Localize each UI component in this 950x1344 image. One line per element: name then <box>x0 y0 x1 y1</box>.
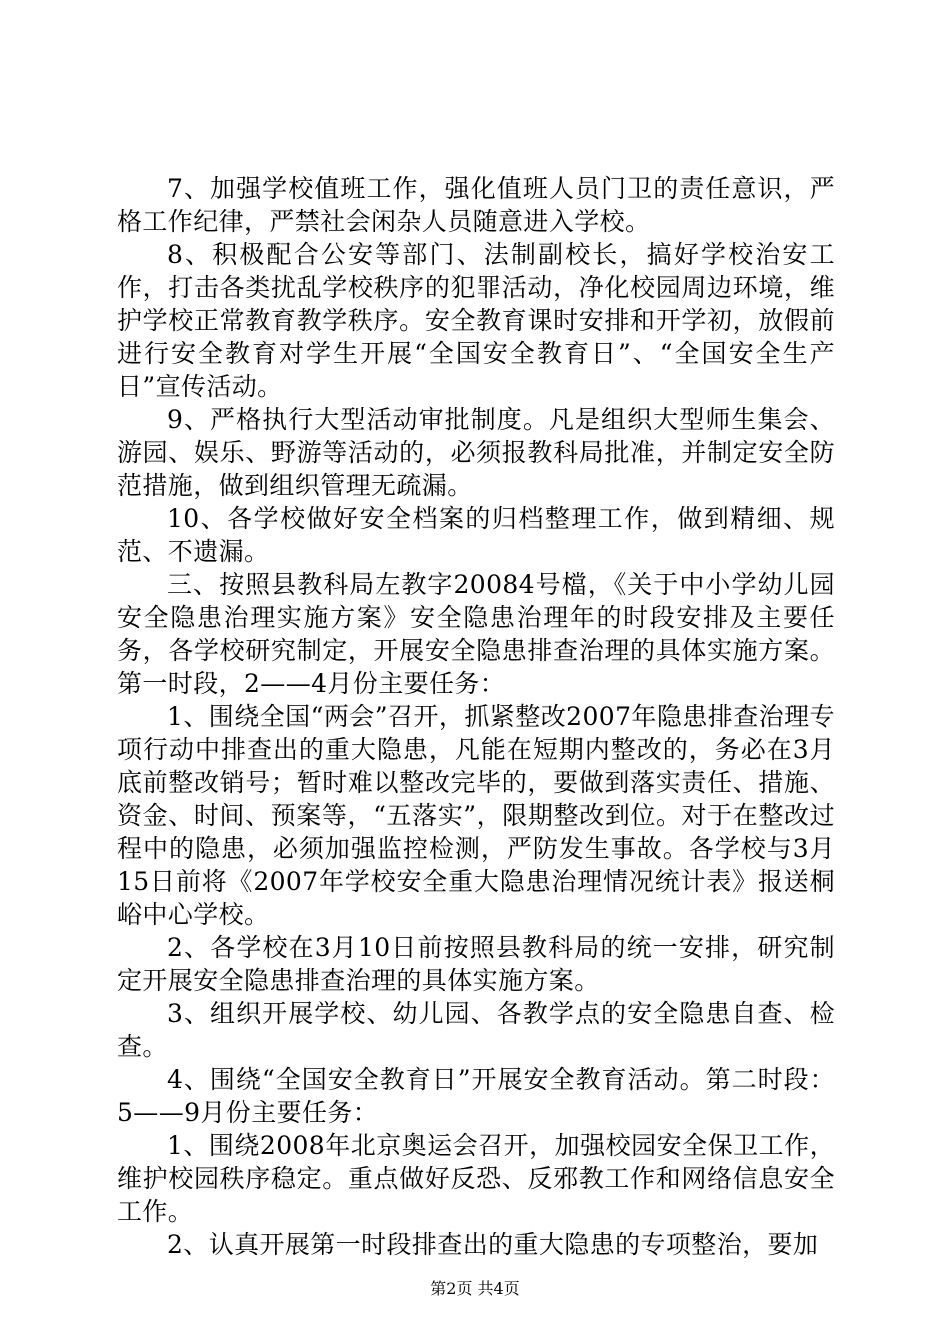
paragraph-phase2-item-2: 2、认真开展第一时段排查出的重大隐患的专项整治，要加 <box>167 1230 819 1259</box>
paragraph-8: 8、积极配合公安等部门、法制副校长，搞好学校治安工作，打击各类扰乱学校秩序的犯罪活动，净化校园周边环境，维护学校正常教育教学秩序。安全教育课时安排和开学初，放假前进行安全教育对学生开展“全国安全教育日”、“全国安全生产日”宣传活动。 <box>117 240 835 401</box>
paragraph-9: 9、严格执行大型活动审批制度。凡是组织大型师生集会、游园、娱乐、野游等活动的，必须报教科局批准，并制定安全防范措施，做到组织管理无疏漏。 <box>117 405 835 500</box>
paragraph-phase1-item-4: 4、围绕“全国安全教育日”开展安全教育活动。第二时段：5——9月份主要任务： <box>117 1065 835 1127</box>
document-body <box>117 172 835 1261</box>
paragraph-phase1-item-1: 1、围绕全国“两会”召开，抓紧整改2007年隐患排查治理专项行动中排查出的重大隐患，凡能在短期内整改的，务必在3月底前整改销号；暂时难以整改完毕的，要做到落实责任、措施、资金、时间、预案等，“五落实”，限期整改到位。对于在整改过程中的隐患，必须加强监控检测，严防发生事故。各学校与3月15日前将《2007年学校安全重大隐患治理情况统计表》报送桐峪中心学校。 <box>117 702 835 929</box>
paragraph-phase2-item-1: 1、围绕2008年北京奥运会召开，加强校园安全保卫工作，维护校园秩序稳定。重点做好反恐、反邪教工作和网络信息安全工作。 <box>117 1131 835 1226</box>
page-number-footer: 第2页 共4页 <box>430 1279 520 1298</box>
paragraph-phase1-item-2: 2、各学校在3月10日前按照县教科局的统一安排，研究制定开展安全隐患排查治理的具体实施方案。 <box>117 933 835 995</box>
paragraph-7: 7、加强学校值班工作，强化值班人员门卫的责任意识，严格工作纪律，严禁社会闲杂人员随意进入学校。 <box>117 174 835 236</box>
paragraph-section-3: 三、按照县教科局左教字20084号檔，《关于中小学幼儿园安全隐患治理实施方案》安全隐患治理年的时段安排及主要任务，各学校研究制定，开展安全隐患排查治理的具体实施方案。第一时段，2——4月份主要任务： <box>117 570 835 698</box>
paragraph-10: 10、各学校做好安全档案的归档整理工作，做到精细、规范、不遗漏。 <box>117 504 835 566</box>
paragraph-phase1-item-3: 3、组织开展学校、幼儿园、各教学点的安全隐患自查、检查。 <box>117 999 835 1061</box>
